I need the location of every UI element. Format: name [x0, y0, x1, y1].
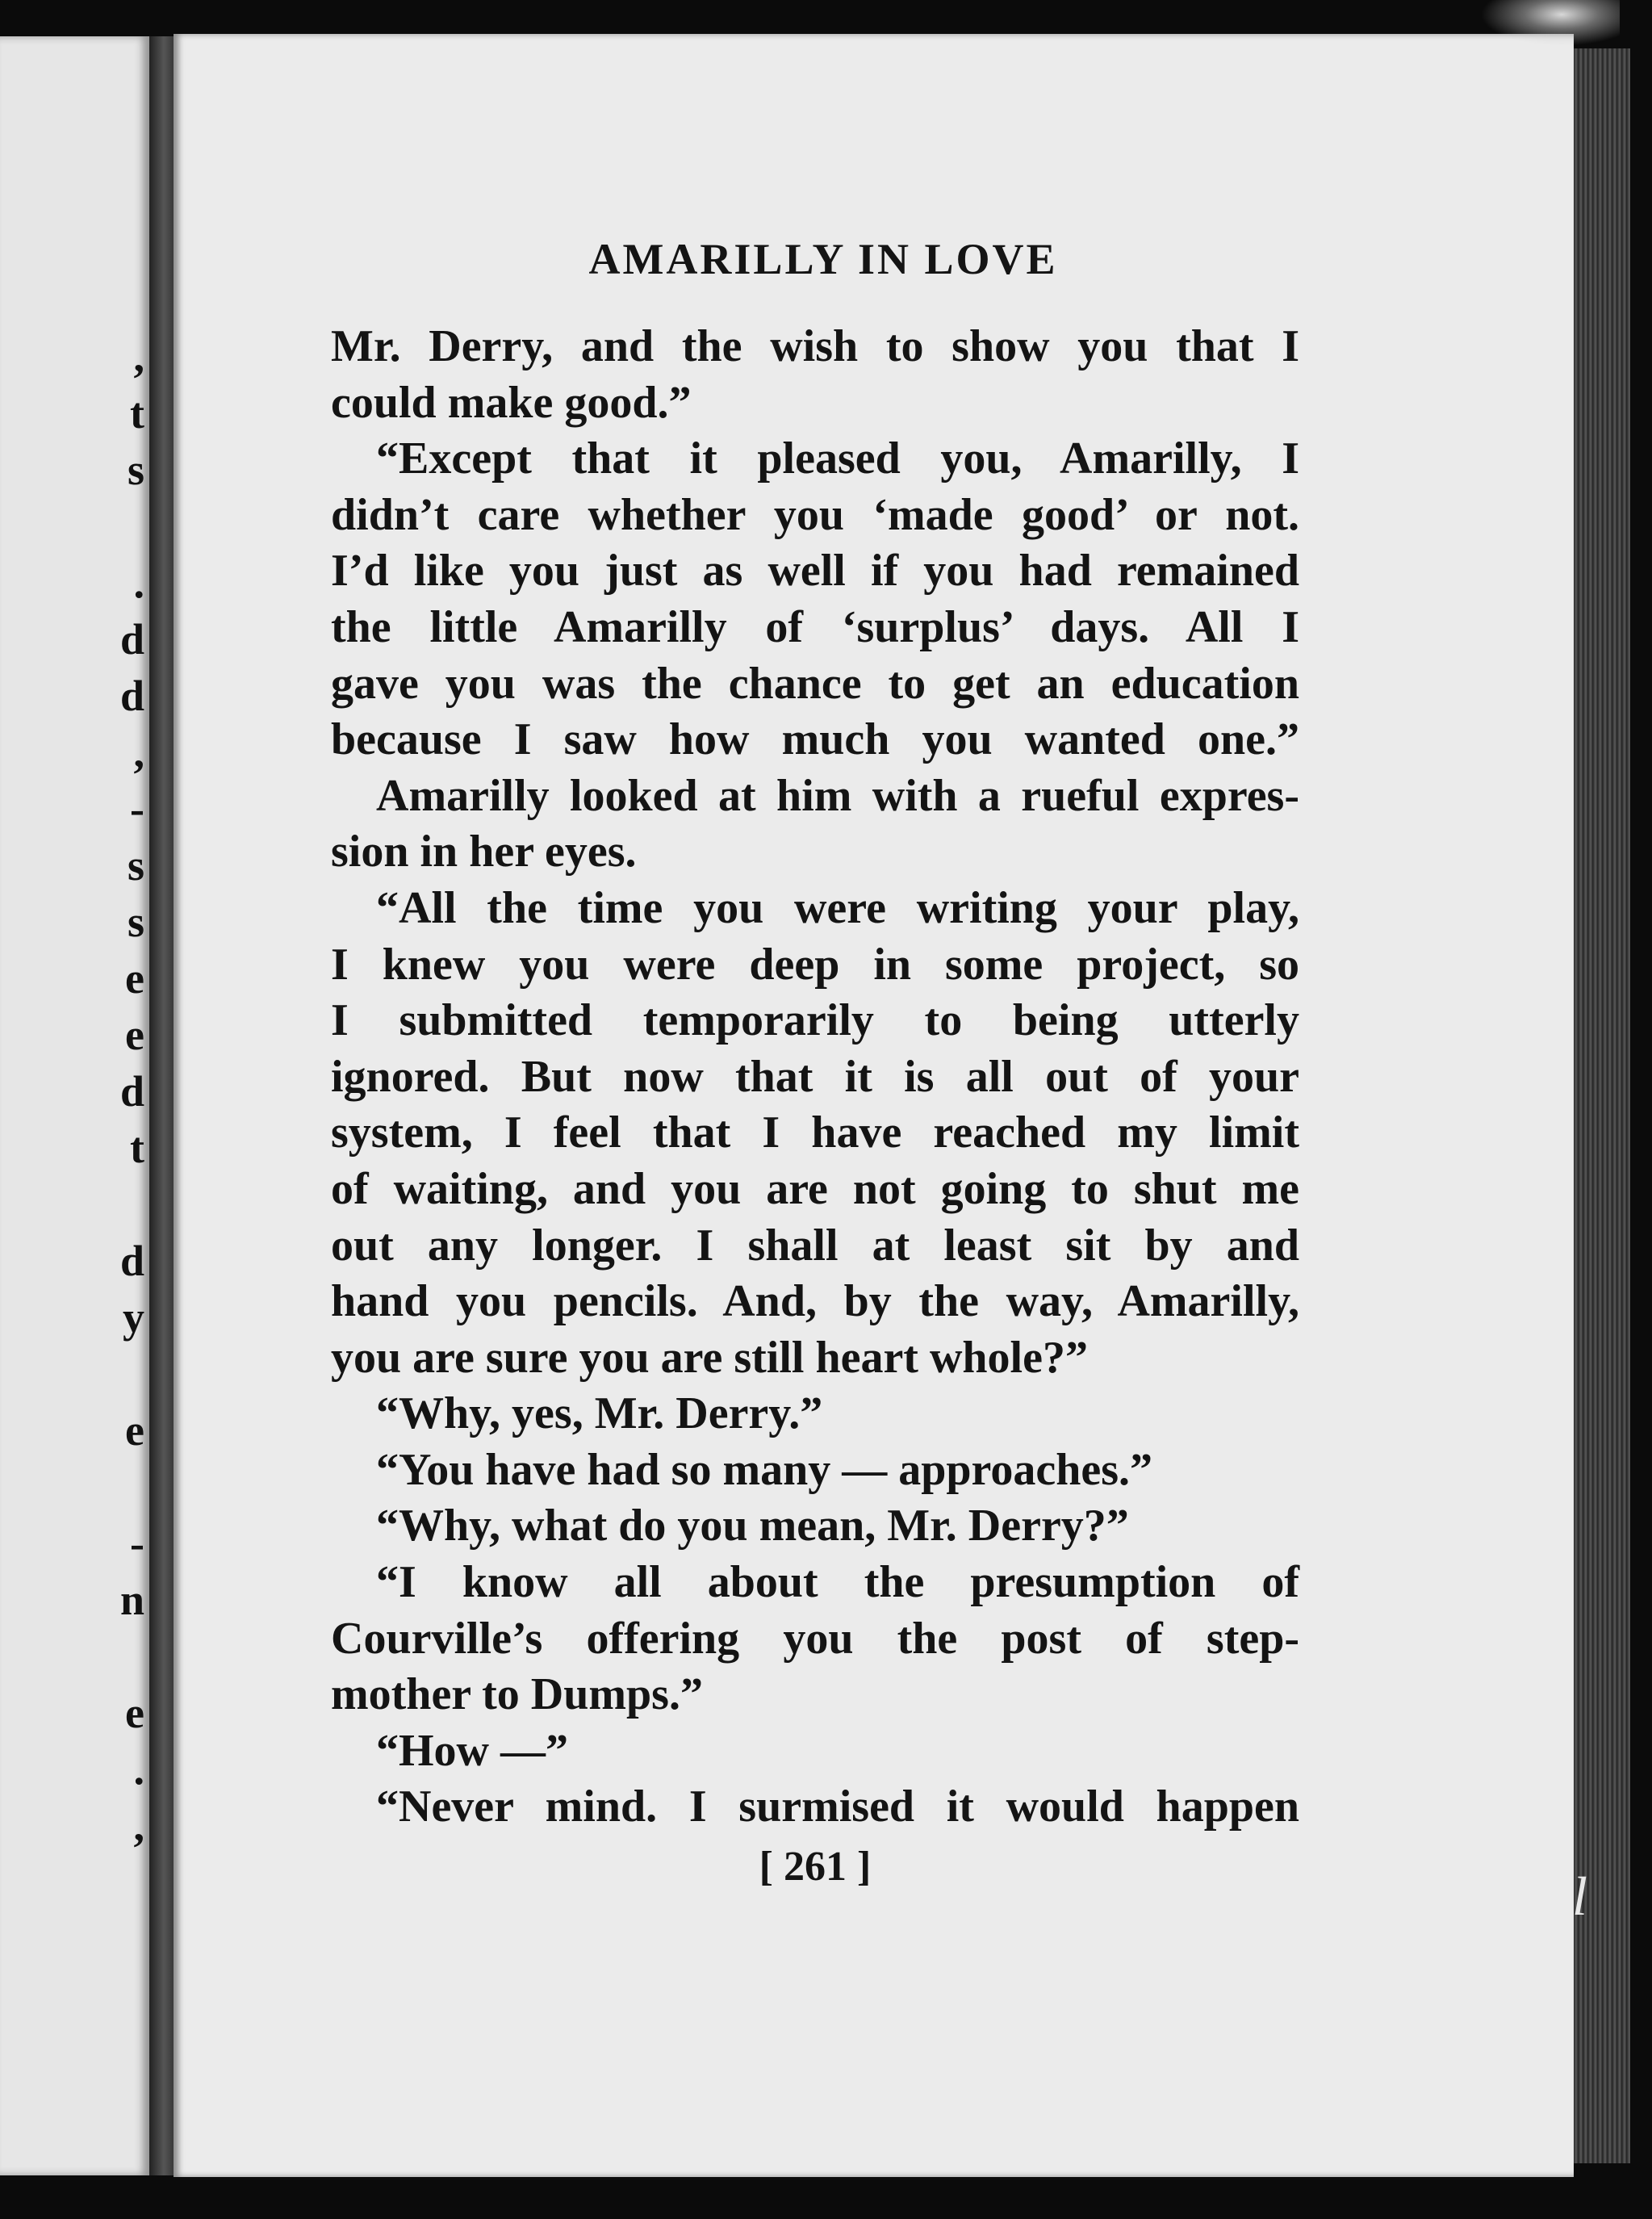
text-line: didn’t care whether you ‘made good’ or not. [331, 489, 1299, 540]
fragment-char: , [133, 1802, 144, 1850]
fragment-char: d [119, 615, 144, 664]
text-line: “Why, what do you mean, Mr. Derry?” [376, 1501, 1129, 1551]
fragment-char: d [119, 1237, 144, 1285]
fragment-char: , [133, 333, 144, 381]
fragment-char: n [119, 1576, 144, 1624]
text-line: gave you was the chance to get an education [331, 658, 1299, 709]
page-edges [1574, 48, 1630, 2163]
fragment-char: . [133, 559, 144, 607]
text-line: ignored. But now that it is all out of your [331, 1051, 1299, 1102]
text-line: “I know all about the presumption of [376, 1557, 1299, 1608]
fragment-char: - [130, 1519, 144, 1568]
text-line: “All the time you were writing your play, [376, 882, 1299, 933]
fragment-char: e [125, 1689, 144, 1737]
text-line: Mr. Derry, and the wish to show you that I [331, 321, 1299, 371]
text-line: of waiting, and you are not going to shut me [331, 1163, 1299, 1214]
text-line: “Never mind. I surmised it would happen [376, 1781, 1299, 1832]
body-text [331, 319, 1299, 1836]
fragment-char: s [127, 446, 144, 494]
text-line: sion in her eyes. [331, 827, 637, 877]
text-line: “You have had so many — approaches.” [376, 1444, 1153, 1495]
fragment-char: s [127, 841, 144, 890]
fragment-char: e [125, 954, 144, 1003]
text-line: “Except that it pleased you, Amarilly, I [376, 433, 1299, 484]
fragment-char: t [130, 389, 144, 438]
fragment-char: d [119, 1067, 144, 1116]
scan-dust [1474, 0, 1620, 48]
facing-page-letters [112, 36, 144, 2175]
text-line: system, I feel that I have reached my limit [331, 1107, 1299, 1158]
fragment-char: , [133, 728, 144, 777]
text-line: “How —” [376, 1725, 568, 1776]
text-line: the little Amarilly of ‘surplus’ days. All I [331, 601, 1299, 652]
text-line: I’d like you just as well if you had remained [331, 546, 1299, 597]
text-line: because I saw how much you wanted one.” [331, 714, 1299, 765]
margin-mark: l [1572, 1865, 1587, 1927]
fragment-char: e [125, 1011, 144, 1059]
text-line: I knew you were deep in some project, so [331, 939, 1299, 990]
text-line: out any longer. I shall at least sit by and [331, 1220, 1299, 1271]
text-line: mother to Dumps.” [331, 1669, 703, 1720]
text-line: Amarilly looked at him with a rueful expres- [376, 770, 1299, 821]
page-number: [ 261 ] [759, 1844, 872, 1890]
fragment-char: s [127, 898, 144, 946]
fragment-char: d [119, 672, 144, 720]
fragment-char: . [133, 1745, 144, 1794]
running-head: AMARILLY IN LOVE [588, 235, 1058, 283]
fragment-char: t [130, 1124, 144, 1172]
fragment-char: - [130, 785, 144, 833]
text-line: hand you pencils. And, by the way, Amarilly, [331, 1276, 1299, 1327]
text-line: you are sure you are still heart whole?” [331, 1332, 1088, 1383]
text-line: could make good.” [331, 377, 692, 428]
text-line: I submitted temporarily to being utterly [331, 995, 1299, 1046]
text-line: Courville’s offering you the post of step- [331, 1613, 1299, 1664]
fragment-char: e [125, 1406, 144, 1455]
fragment-char: y [123, 1293, 144, 1342]
text-line: “Why, yes, Mr. Derry.” [376, 1388, 823, 1439]
facing-page-fragment [0, 36, 149, 2175]
